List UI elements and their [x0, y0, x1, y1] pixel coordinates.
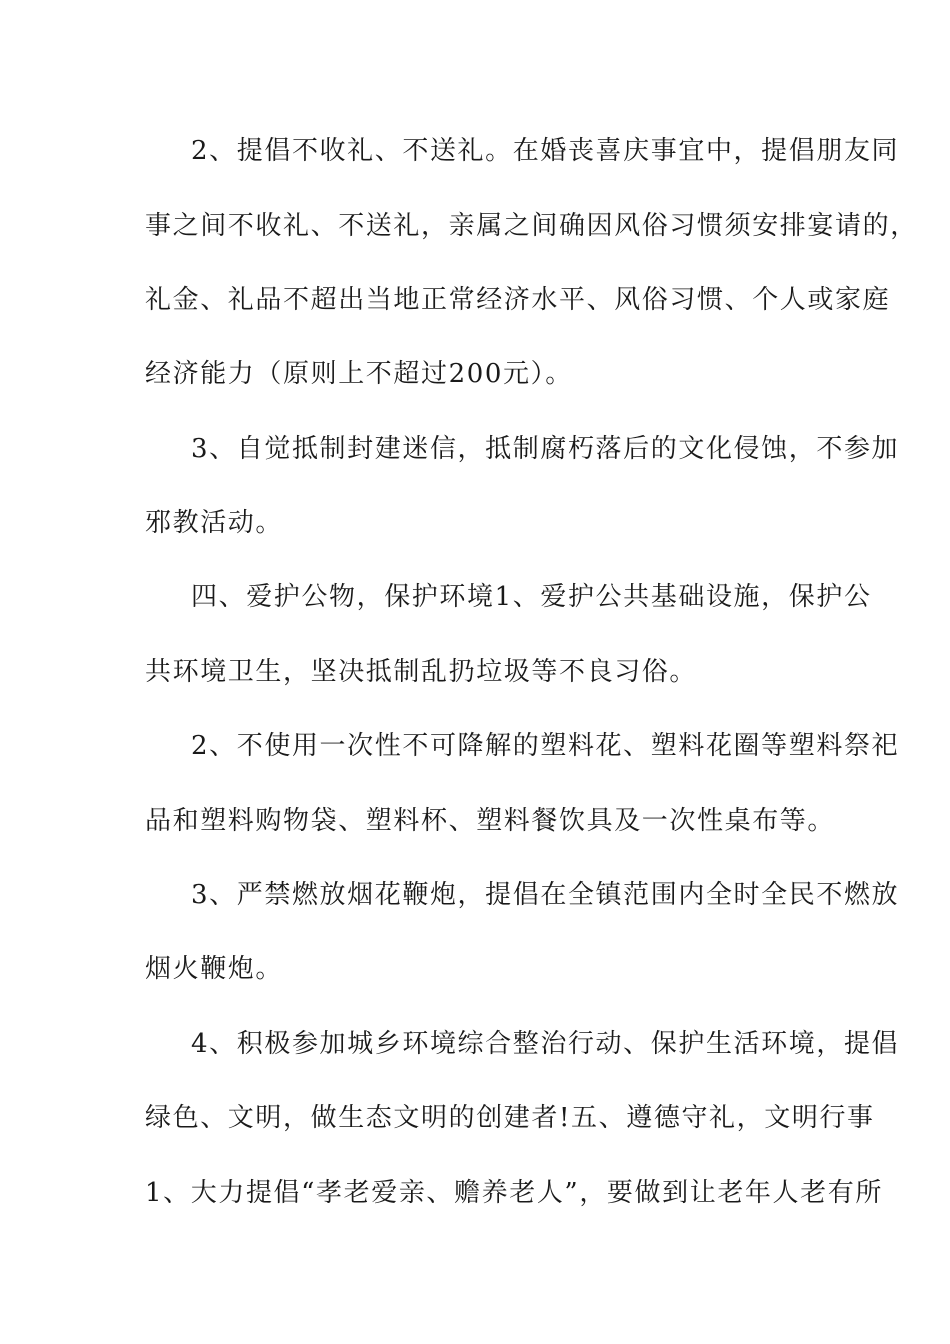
text-line: 2、提倡不收礼、不送礼。在婚丧喜庆事宜中，提倡朋友同 — [191, 136, 900, 166]
text-line: 经济能力（原则上不超过200元）。 — [145, 359, 573, 389]
text-line: 4、积极参加城乡环境综合整治行动、保护生活环境，提倡 — [191, 1029, 900, 1059]
text-line: 邪教活动。 — [145, 508, 284, 538]
text-line: 绿色、文明，做生态文明的创建者!五、遵德守礼，文明行事 — [145, 1103, 875, 1133]
text-line: 2、不使用一次性不可降解的塑料花、塑料花圈等塑料祭祀 — [191, 731, 900, 761]
text-line: 品和塑料购物袋、塑料杯、塑料餐饮具及一次性桌布等。 — [145, 806, 836, 836]
text-line: 3、严禁燃放烟花鞭炮，提倡在全镇范围内全时全民不燃放 — [191, 880, 900, 910]
text-line: 3、自觉抵制封建迷信，抵制腐朽落后的文化侵蚀，不参加 — [191, 434, 900, 464]
text-line: 烟火鞭炮。 — [145, 954, 284, 984]
text-line: 事之间不收礼、不送礼，亲属之间确因风俗习惯须安排宴请的， — [145, 211, 918, 241]
text-line: 四、爱护公物，保护环境1、爱护公共基础设施，保护公 — [191, 582, 872, 612]
text-line: 1、大力提倡“孝老爱亲、赡养老人”，要做到让老年人老有所 — [145, 1178, 883, 1208]
text-line: 共环境卫生，坚决抵制乱扔垃圾等不良习俗。 — [145, 657, 698, 687]
text-line: 礼金、礼品不超出当地正常经济水平、风俗习惯、个人或家庭 — [145, 285, 891, 315]
